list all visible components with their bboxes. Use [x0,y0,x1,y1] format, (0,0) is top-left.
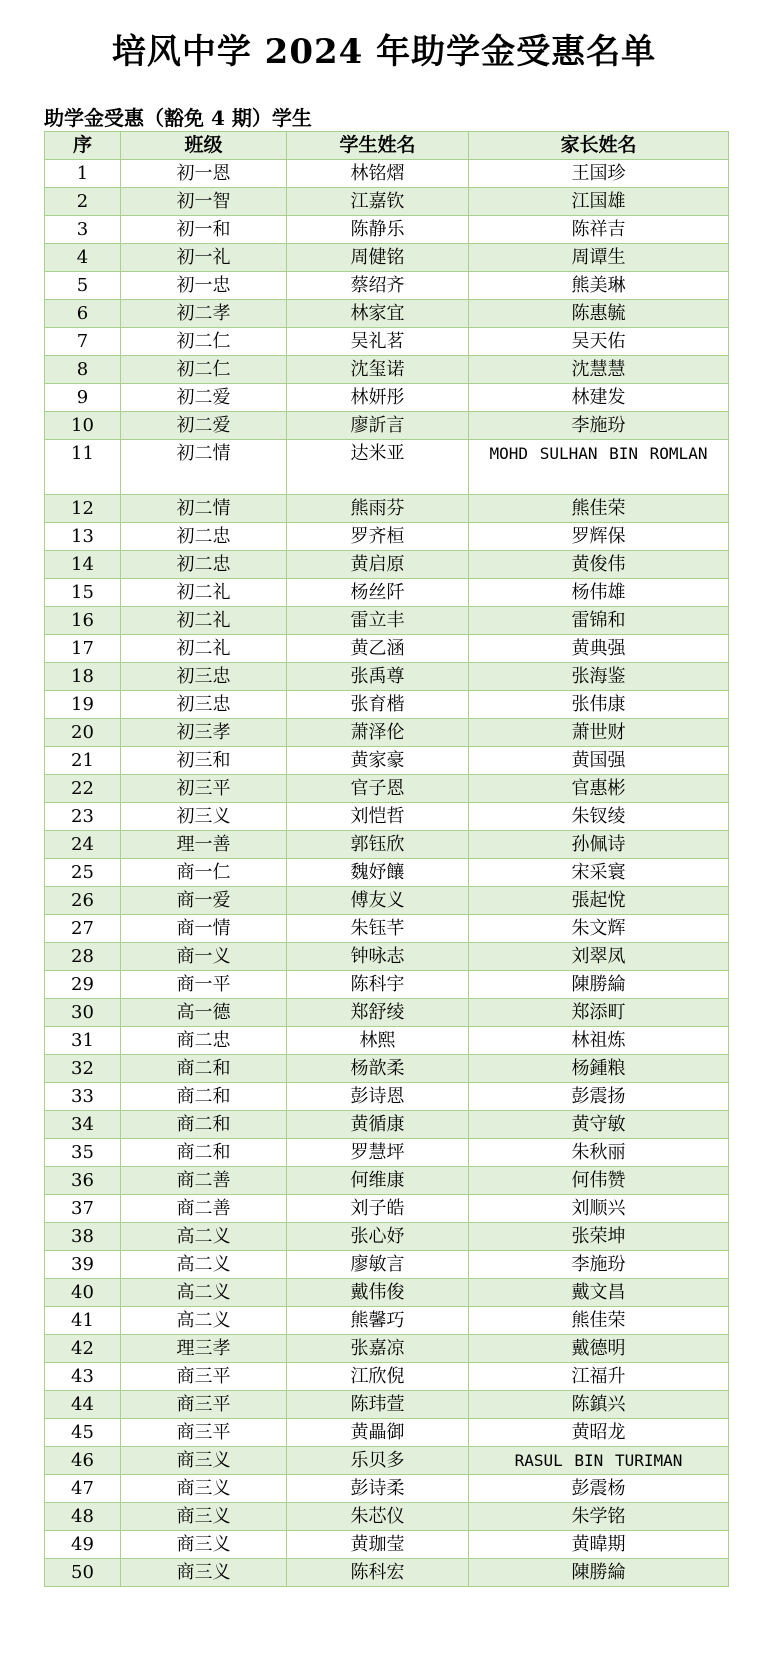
student-name-cell: 郑舒绫 [287,999,469,1027]
parent-name-cell: 王国珍 [469,160,729,188]
parent-name-cell: 何伟赞 [469,1167,729,1195]
table-row [45,775,729,803]
class-cell: 商三平 [121,1419,287,1447]
student-name-cell: 熊馨巧 [287,1307,469,1335]
student-name-cell: 陈科宇 [287,971,469,999]
class-cell: 商二忠 [121,1027,287,1055]
row-number-cell: 10 [45,412,121,440]
class-cell: 初二仁 [121,328,287,356]
parent-name-cell: 朱钗绫 [469,803,729,831]
parent-name-cell: 黄国强 [469,747,729,775]
header-parent-name: 家长姓名 [469,132,729,160]
class-cell: 初三义 [121,803,287,831]
parent-name-cell: 戴德明 [469,1335,729,1363]
parent-name-cell: 江国雄 [469,188,729,216]
student-name-cell: 何维康 [287,1167,469,1195]
student-name-cell: 朱钰芊 [287,915,469,943]
table-row [45,663,729,691]
table-row [45,635,729,663]
class-cell: 初二忠 [121,551,287,579]
class-cell: 商三义 [121,1503,287,1531]
table-row [45,356,729,384]
class-cell: 商二和 [121,1111,287,1139]
row-number-cell: 46 [45,1447,121,1475]
table-row [45,1475,729,1503]
table-row [45,1307,729,1335]
parent-name-cell: 江福升 [469,1363,729,1391]
class-cell: 商三义 [121,1447,287,1475]
recipient-table [44,131,729,1587]
row-number-cell: 30 [45,999,121,1027]
table-row [45,943,729,971]
class-cell: 初一忠 [121,272,287,300]
class-cell: 商三平 [121,1363,287,1391]
student-name-cell: 黄循康 [287,1111,469,1139]
table-row [45,915,729,943]
parent-name-cell: 吴天佑 [469,328,729,356]
class-cell: 商一平 [121,971,287,999]
row-number-cell: 40 [45,1279,121,1307]
table-row [45,691,729,719]
parent-name-cell: 罗辉保 [469,523,729,551]
class-cell: 商二和 [121,1139,287,1167]
parent-name-cell: 林建发 [469,384,729,412]
row-number-cell: 33 [45,1083,121,1111]
row-number-cell: 44 [45,1391,121,1419]
table-row [45,1167,729,1195]
class-cell: 初三平 [121,775,287,803]
parent-name-cell: 朱秋丽 [469,1139,729,1167]
student-name-cell: 彭诗恩 [287,1083,469,1111]
row-number-cell: 24 [45,831,121,859]
student-name-cell: 杨丝阡 [287,579,469,607]
class-cell: 高二义 [121,1251,287,1279]
row-number-cell: 7 [45,328,121,356]
row-number-cell: 36 [45,1167,121,1195]
row-number-cell: 50 [45,1559,121,1587]
student-name-cell: 彭诗柔 [287,1475,469,1503]
row-number-cell: 32 [45,1055,121,1083]
row-number-cell: 2 [45,188,121,216]
class-cell: 商二善 [121,1195,287,1223]
table-row [45,579,729,607]
parent-name-cell: 黄暐期 [469,1531,729,1559]
student-name-cell: 黄家豪 [287,747,469,775]
class-cell: 初二忠 [121,523,287,551]
parent-name-cell: 郑添町 [469,999,729,1027]
class-cell: 理一善 [121,831,287,859]
student-name-cell: 廖訢言 [287,412,469,440]
student-name-cell: 雷立丰 [287,607,469,635]
student-name-cell: 陈玮萱 [287,1391,469,1419]
row-number-cell: 4 [45,244,121,272]
student-name-cell: 傅友义 [287,887,469,915]
row-number-cell: 5 [45,272,121,300]
row-number-cell: 16 [45,607,121,635]
student-name-cell: 杨歆柔 [287,1055,469,1083]
table-row [45,831,729,859]
table-row [45,1447,729,1475]
student-name-cell: 陈科宏 [287,1559,469,1587]
table-row [45,272,729,300]
student-name-cell: 黄乙涵 [287,635,469,663]
class-cell: 高二义 [121,1307,287,1335]
table-row [45,440,729,495]
table-row [45,1251,729,1279]
table-row [45,747,729,775]
class-cell: 商二和 [121,1083,287,1111]
student-name-cell: 周健铭 [287,244,469,272]
row-number-cell: 28 [45,943,121,971]
parent-name-cell: 熊美琳 [469,272,729,300]
student-name-cell: 刘恺哲 [287,803,469,831]
table-row [45,412,729,440]
class-cell: 初二爱 [121,384,287,412]
student-name-cell: 沈玺诺 [287,356,469,384]
row-number-cell: 42 [45,1335,121,1363]
row-number-cell: 38 [45,1223,121,1251]
table-row [45,1419,729,1447]
table-row [45,971,729,999]
row-number-cell: 6 [45,300,121,328]
student-name-cell: 蔡绍齐 [287,272,469,300]
class-cell: 高一德 [121,999,287,1027]
row-number-cell: 19 [45,691,121,719]
row-number-cell: 13 [45,523,121,551]
student-name-cell: 郭钰欣 [287,831,469,859]
parent-name-cell: 陈鎮兴 [469,1391,729,1419]
row-number-cell: 45 [45,1419,121,1447]
class-cell: 初二礼 [121,635,287,663]
table-body [45,160,729,1587]
table-row [45,1279,729,1307]
student-name-cell: 萧泽伦 [287,719,469,747]
table-row [45,1111,729,1139]
row-number-cell: 37 [45,1195,121,1223]
class-cell: 商一情 [121,915,287,943]
student-name-cell: 罗齐桓 [287,523,469,551]
table-row [45,859,729,887]
header-no: 序 [45,132,121,160]
table-row [45,719,729,747]
section-subtitle: 助学金受惠（豁免 4 期）学生 [44,106,312,130]
header-class: 班级 [121,132,287,160]
row-number-cell: 29 [45,971,121,999]
table-row [45,384,729,412]
parent-name-cell: 陈惠毓 [469,300,729,328]
parent-name-cell: 陳勝綸 [469,971,729,999]
table-row [45,1531,729,1559]
parent-name-cell: 熊佳荣 [469,495,729,523]
student-name-cell: 刘子皓 [287,1195,469,1223]
table-row [45,1055,729,1083]
parent-name-cell: 刘翠凤 [469,943,729,971]
row-number-cell: 12 [45,495,121,523]
class-cell: 商三义 [121,1475,287,1503]
class-cell: 初一和 [121,216,287,244]
row-number-cell: 1 [45,160,121,188]
parent-name-cell: 黄俊伟 [469,551,729,579]
parent-name-cell: 陳勝綸 [469,1559,729,1587]
parent-name-cell: 彭震杨 [469,1475,729,1503]
table-row [45,1139,729,1167]
student-name-cell: 罗慧坪 [287,1139,469,1167]
class-cell: 商三义 [121,1531,287,1559]
student-name-cell: 吴礼茗 [287,328,469,356]
class-cell: 初一智 [121,188,287,216]
class-cell: 初二孝 [121,300,287,328]
class-cell: 高二义 [121,1223,287,1251]
parent-name-cell: 李施玢 [469,412,729,440]
row-number-cell: 26 [45,887,121,915]
row-number-cell: 25 [45,859,121,887]
table-row [45,1363,729,1391]
class-cell: 初二仁 [121,356,287,384]
row-number-cell: 23 [45,803,121,831]
parent-name-cell: 戴文昌 [469,1279,729,1307]
table-row [45,1503,729,1531]
row-number-cell: 48 [45,1503,121,1531]
class-cell: 初一恩 [121,160,287,188]
parent-name-cell: 黄昭龙 [469,1419,729,1447]
row-number-cell: 8 [45,356,121,384]
table-row [45,1559,729,1587]
student-name-cell: 熊雨芬 [287,495,469,523]
student-name-cell: 黄畾御 [287,1419,469,1447]
row-number-cell: 43 [45,1363,121,1391]
student-name-cell: 林妍彤 [287,384,469,412]
student-name-cell: 达米亚 [287,440,469,495]
row-number-cell: 31 [45,1027,121,1055]
row-number-cell: 3 [45,216,121,244]
table-row [45,887,729,915]
parent-name-cell: 官惠彬 [469,775,729,803]
student-name-cell: 戴伟俊 [287,1279,469,1307]
class-cell: 初二爱 [121,412,287,440]
parent-name-cell: RASUL BIN TURIMAN [469,1447,729,1475]
class-cell: 初三孝 [121,719,287,747]
student-name-cell: 魏妤饟 [287,859,469,887]
parent-name-cell: 熊佳荣 [469,1307,729,1335]
parent-name-cell: 彭震扬 [469,1083,729,1111]
row-number-cell: 27 [45,915,121,943]
header-student-name: 学生姓名 [287,132,469,160]
table-row [45,1223,729,1251]
table-row [45,551,729,579]
row-number-cell: 47 [45,1475,121,1503]
row-number-cell: 41 [45,1307,121,1335]
table-row [45,1027,729,1055]
student-name-cell: 朱芯仪 [287,1503,469,1531]
class-cell: 商二善 [121,1167,287,1195]
student-name-cell: 乐贝多 [287,1447,469,1475]
class-cell: 初二礼 [121,607,287,635]
parent-name-cell: 杨伟雄 [469,579,729,607]
row-number-cell: 17 [45,635,121,663]
table-row [45,188,729,216]
class-cell: 初三忠 [121,663,287,691]
parent-name-cell: 朱学铭 [469,1503,729,1531]
parent-name-cell: 黄典强 [469,635,729,663]
row-number-cell: 14 [45,551,121,579]
class-cell: 理三孝 [121,1335,287,1363]
student-name-cell: 张育楷 [287,691,469,719]
row-number-cell: 49 [45,1531,121,1559]
parent-name-cell: 宋采寰 [469,859,729,887]
class-cell: 商三平 [121,1391,287,1419]
row-number-cell: 22 [45,775,121,803]
class-cell: 商一仁 [121,859,287,887]
table-row [45,244,729,272]
student-name-cell: 黄珈莹 [287,1531,469,1559]
table-row [45,1335,729,1363]
class-cell: 初二情 [121,495,287,523]
row-number-cell: 11 [45,440,121,495]
parent-name-cell: 張起悅 [469,887,729,915]
parent-name-cell: 黄守敏 [469,1111,729,1139]
student-name-cell: 官子恩 [287,775,469,803]
row-number-cell: 21 [45,747,121,775]
parent-name-cell: 朱文辉 [469,915,729,943]
parent-name-cell: 李施玢 [469,1251,729,1279]
parent-name-cell: 刘顺兴 [469,1195,729,1223]
class-cell: 商三义 [121,1559,287,1587]
student-name-cell: 江欣倪 [287,1363,469,1391]
class-cell: 商一爱 [121,887,287,915]
student-name-cell: 张禹尊 [287,663,469,691]
student-name-cell: 林家宜 [287,300,469,328]
student-name-cell: 廖敏言 [287,1251,469,1279]
row-number-cell: 39 [45,1251,121,1279]
table-row [45,999,729,1027]
class-cell: 初二礼 [121,579,287,607]
student-name-cell: 陈静乐 [287,216,469,244]
row-number-cell: 15 [45,579,121,607]
row-number-cell: 20 [45,719,121,747]
class-cell: 商一义 [121,943,287,971]
student-name-cell: 江嘉钦 [287,188,469,216]
class-cell: 初三和 [121,747,287,775]
class-cell: 高二义 [121,1279,287,1307]
table-row [45,803,729,831]
parent-name-cell: 沈慧慧 [469,356,729,384]
student-name-cell: 张嘉凉 [287,1335,469,1363]
table-header-row [45,132,729,160]
class-cell: 初三忠 [121,691,287,719]
table-row [45,1391,729,1419]
parent-name-cell: 雷锦和 [469,607,729,635]
table-row [45,523,729,551]
parent-name-cell: 孙佩诗 [469,831,729,859]
student-name-cell: 钟咏志 [287,943,469,971]
parent-name-cell: 杨鍾粮 [469,1055,729,1083]
student-name-cell: 林熙 [287,1027,469,1055]
table-row [45,328,729,356]
student-name-cell: 张心妤 [287,1223,469,1251]
row-number-cell: 18 [45,663,121,691]
parent-name-cell: 林祖炼 [469,1027,729,1055]
parent-name-cell: 陈祥吉 [469,216,729,244]
parent-name-cell: 周谭生 [469,244,729,272]
parent-name-cell: 张伟康 [469,691,729,719]
parent-name-cell: 萧世财 [469,719,729,747]
parent-name-cell: 张荣坤 [469,1223,729,1251]
table-row [45,607,729,635]
class-cell: 初一礼 [121,244,287,272]
table-row [45,216,729,244]
row-number-cell: 9 [45,384,121,412]
table-row [45,300,729,328]
class-cell: 初二情 [121,440,287,495]
table-row [45,160,729,188]
class-cell: 商二和 [121,1055,287,1083]
table-row [45,495,729,523]
student-name-cell: 林铭熠 [287,160,469,188]
parent-name-cell: 张海鉴 [469,663,729,691]
document-title: 培风中学 2024 年助学金受惠名单 [111,32,657,72]
student-name-cell: 黄启原 [287,551,469,579]
parent-name-cell: MOHD SULHAN BIN ROMLAN [469,440,729,495]
row-number-cell: 34 [45,1111,121,1139]
table-row [45,1195,729,1223]
table-row [45,1083,729,1111]
row-number-cell: 35 [45,1139,121,1167]
